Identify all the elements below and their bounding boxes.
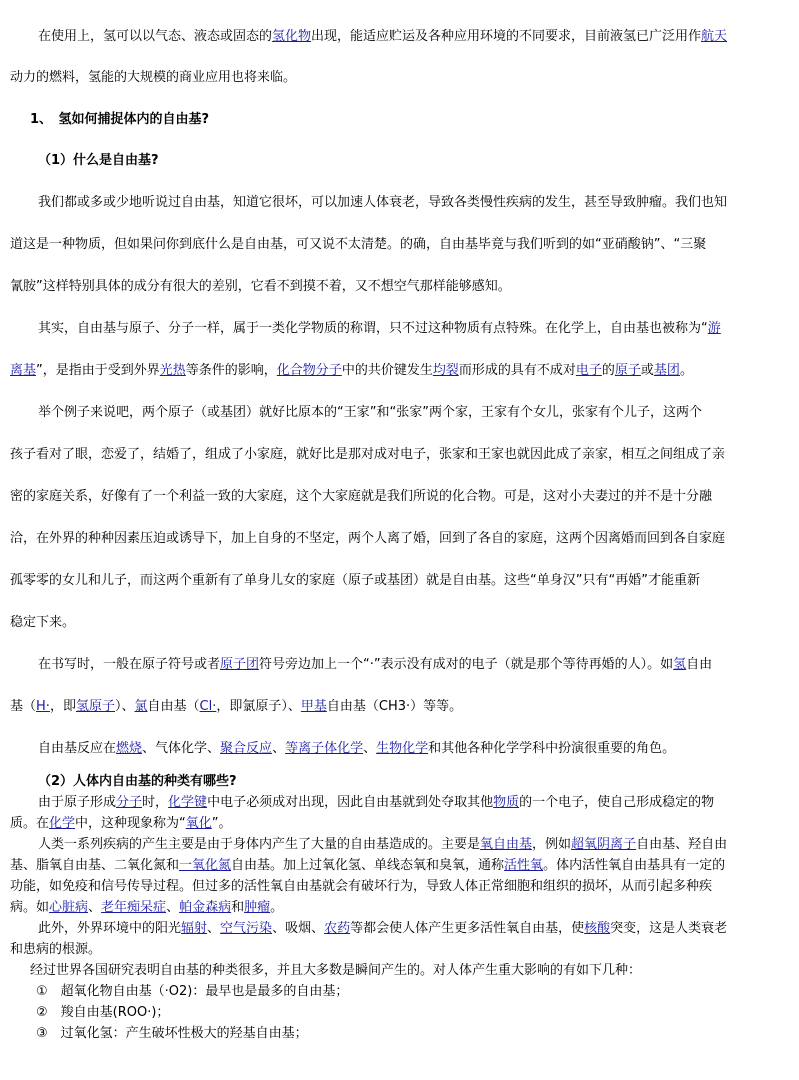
text-run: ，即: [49, 699, 76, 714]
hyperlink[interactable]: 原子: [614, 363, 641, 378]
text-run: ”。: [211, 816, 232, 831]
hyperlink[interactable]: 离基: [10, 363, 37, 378]
hyperlink[interactable]: 化学键: [168, 795, 208, 810]
hyperlink[interactable]: 农药: [324, 921, 351, 936]
list-item: [0, 1003, 799, 1022]
hyperlink[interactable]: 基团: [653, 363, 680, 378]
text-run: 和其他各种化学学科中扮演很重要的角色。: [428, 741, 676, 756]
text-run: ，即氯原子）、: [216, 699, 301, 714]
text-run: 而形成的具有不成对: [458, 363, 576, 378]
paragraph-line: [0, 856, 799, 875]
text-run: 自由: [686, 657, 713, 672]
text-run: 。: [270, 900, 284, 915]
text-run: ，例如: [532, 837, 572, 852]
hyperlink[interactable]: 分子: [116, 795, 143, 810]
paragraph-line: [0, 487, 799, 507]
paragraph-line: [0, 697, 799, 717]
hyperlink[interactable]: 物质: [493, 795, 520, 810]
text-run: 符号旁边加上一个“·”表示没有成对的电子（就是那个等待再婚的人）。如: [259, 657, 674, 672]
text-run: 基（: [10, 699, 37, 714]
paragraph-line: [0, 277, 799, 297]
hyperlink[interactable]: 一氧化氮: [179, 858, 232, 873]
text-run: ）、: [114, 699, 135, 714]
text-run: 突变，这是人类衰老: [610, 921, 728, 936]
text-run: 由于原子形成: [38, 795, 117, 810]
text-run: 道这是一种物质，但如果问你到底什么是自由基，可又说不太清楚。的确，自由基毕竟与我们听到的如“亚硝酸钠”、“三聚: [10, 237, 707, 252]
paragraph-line: [0, 739, 799, 759]
text-run: 动力的燃料，氢能的大规模的商业应用也将来临。: [10, 70, 297, 85]
text-run: 的一个电子，使自己形成稳定的物: [519, 795, 715, 810]
paragraph-line: [0, 361, 799, 381]
paragraph-line: [0, 835, 799, 854]
paragraph-line: [0, 235, 799, 255]
hyperlink[interactable]: 氢: [673, 657, 687, 672]
text-run: 病。如: [10, 900, 50, 915]
hyperlink[interactable]: 均裂: [432, 363, 459, 378]
text-run: 人类一系列疾病的产生主要是由于身体内产生了大量的自由基造成的。主要是: [38, 837, 481, 852]
text-run: 和: [231, 900, 245, 915]
text-run: 。: [679, 363, 693, 378]
text-run: ② 羧自由基(ROO·)；: [36, 1005, 170, 1020]
text-run: ③ 过氧化氢：产生破坏性极大的羟基自由基；: [36, 1026, 308, 1041]
paragraph-line: [0, 613, 799, 633]
text-run: 等条件的影响，: [185, 363, 277, 378]
text-run: 、: [166, 900, 180, 915]
paragraph-line: [0, 655, 799, 675]
hyperlink[interactable]: 电子: [575, 363, 602, 378]
text-run: 中的共价键发生: [341, 363, 433, 378]
hyperlink[interactable]: 光热: [159, 363, 186, 378]
text-run: 在书写时，一般在原子符号或者: [38, 657, 221, 672]
paragraph-line: [0, 445, 799, 465]
hyperlink[interactable]: 化学: [49, 816, 76, 831]
text-run: 我们都或多或少地听说过自由基，知道它很坏，可以加速人体衰老，导致各类慢性疾病的发生，甚至导致肿瘤。我们也知: [38, 195, 728, 210]
subsection-heading: （1）什么是自由基?: [38, 153, 159, 168]
text-run: 氰胺”这样特别具体的成分有很大的差别，它看不到摸不着，又不想空气那样能够感知。: [10, 279, 511, 294]
hyperlink[interactable]: 辐射: [181, 921, 208, 936]
paragraph-line: [0, 27, 799, 47]
hyperlink[interactable]: 老年痴呆症: [101, 900, 167, 915]
text-run: 在使用上，氢可以以气态、液态或固态的: [38, 29, 273, 44]
paragraph-line: [0, 319, 799, 339]
text-run: 和患病的根源。: [10, 942, 102, 957]
paragraph-line: [0, 961, 799, 980]
list-item: [0, 982, 799, 1001]
hyperlink[interactable]: 游: [707, 321, 721, 336]
text-run: 。体内活性氧自由基具有一定的: [543, 858, 726, 873]
paragraph-line: [0, 814, 799, 833]
text-run: 自由基。加上过氧化氢、单线态氧和臭氧，通称: [231, 858, 505, 873]
text-run: 经过世界各国研究表明自由基的种类很多，并且大多数是瞬间产生的。对人体产生重大影响的有如下几种：: [30, 963, 642, 978]
hyperlink[interactable]: 氧自由基: [480, 837, 533, 852]
hyperlink[interactable]: 航天: [701, 29, 728, 44]
hyperlink[interactable]: 心脏病: [49, 900, 89, 915]
paragraph-line: [0, 529, 799, 549]
text-run: 、: [88, 900, 102, 915]
text-run: 基、脂氧自由基、二氧化氮和: [10, 858, 180, 873]
paragraph-line: [0, 919, 799, 938]
text-run: 洽，在外界的种种因素压迫或诱导下，加上自身的不坚定，两个人离了婚，回到了各自的家庭，这两个因离婚而回到各自家庭: [10, 531, 726, 546]
text-run: ”，是指由于受到外界: [36, 363, 160, 378]
text-run: 、: [363, 741, 377, 756]
text-run: 中电子必须成对出现，因此自由基就到处夺取其他: [207, 795, 494, 810]
hyperlink[interactable]: 甲基: [300, 699, 327, 714]
text-run: 自由基反应在: [38, 741, 117, 756]
text-run: 功能，如免疫和信号传导过程。但过多的活性氧自由基就会有破坏行为，导致人体正常细胞和组织的损坏，从而引起多种疾: [10, 879, 713, 894]
text-run: 密的家庭关系，好像有了一个利益一致的大家庭，这个大家庭就是我们所说的化合物。可是，这对小夫妻过的并不是十分融: [10, 489, 713, 504]
paragraph-line: [0, 793, 799, 812]
text-run: 此外，外界环境中的阳光: [38, 921, 182, 936]
paragraph-line: [0, 571, 799, 591]
text-run: 孩子看对了眼，恋爱了，结婚了，组成了小家庭，就好比是那对成对电子，张家和王家也就因此成了亲家，相互之间组成了亲: [10, 447, 726, 462]
hyperlink[interactable]: 聚合反应: [220, 741, 273, 756]
paragraph-line: [0, 193, 799, 213]
text-run: 自由基、羟自由: [636, 837, 728, 852]
text-run: 中，这种现象称为“: [75, 816, 186, 831]
hyperlink[interactable]: 空气污染: [220, 921, 273, 936]
text-run: 、: [207, 921, 221, 936]
text-run: 、: [272, 741, 286, 756]
hyperlink[interactable]: 核酸: [584, 921, 611, 936]
text-run: 稳定下来。: [10, 615, 76, 630]
hyperlink[interactable]: 活性氧: [504, 858, 544, 873]
text-run: 质。在: [10, 816, 50, 831]
hyperlink[interactable]: 帕金森病: [179, 900, 232, 915]
paragraph-line: [0, 940, 799, 959]
text-run: 的: [601, 363, 615, 378]
text-run: ① 超氧化物自由基（·O2)：最早也是最多的自由基；: [36, 984, 349, 999]
hyperlink[interactable]: 氯: [134, 699, 148, 714]
hyperlink[interactable]: 原子团: [220, 657, 260, 672]
text-run: 等都会使人体产生更多活性氧自由基，使: [350, 921, 585, 936]
paragraph-line: [0, 68, 799, 88]
hyperlink[interactable]: 等离子体化学: [285, 741, 364, 756]
hyperlink[interactable]: 生物化学: [376, 741, 429, 756]
hyperlink[interactable]: H·: [36, 699, 50, 714]
paragraph-line: [0, 898, 799, 917]
hyperlink[interactable]: 氧化: [185, 816, 212, 831]
text-run: 出现，能适应贮运及各种应用环境的不同要求，目前液氢已广泛用作: [311, 29, 702, 44]
text-run: 其实，自由基与原子、分子一样，属于一类化学物质的称谓，只不过这种物质有点特殊。在化学上，自由基也被称为“: [38, 321, 708, 336]
text-run: 、吸烟、: [272, 921, 325, 936]
subsection-heading: （2）人体内自由基的种类有哪些?: [38, 774, 237, 789]
hyperlink[interactable]: Cl·: [199, 699, 217, 714]
hyperlink[interactable]: 化合物分子: [276, 363, 342, 378]
text-run: 自由基（: [147, 699, 200, 714]
hyperlink[interactable]: 氢原子: [75, 699, 115, 714]
text-run: 或: [640, 363, 654, 378]
text-run: 举个例子来说吧，两个原子（或基团）就好比原本的“王家”和“张家”两个家，王家有个女儿，张家有个儿子，这两个: [38, 405, 702, 420]
hyperlink[interactable]: 肿瘤: [244, 900, 271, 915]
text-run: 时，: [142, 795, 169, 810]
section-heading: 1、 氢如何捕捉体内的自由基?: [30, 112, 210, 127]
hyperlink[interactable]: 氢化物: [272, 29, 312, 44]
hyperlink[interactable]: 燃烧: [116, 741, 143, 756]
hyperlink[interactable]: 超氧阴离子: [571, 837, 637, 852]
list-item: [0, 1024, 799, 1043]
text-run: 自由基（CH3·）等等。: [326, 699, 463, 714]
paragraph-line: [0, 403, 799, 423]
text-run: 、气体化学、: [142, 741, 221, 756]
text-run: 孤零零的女儿和儿子，而这两个重新有了单身儿女的家庭（原子或基团）就是自由基。这些“单身汉”只有“再婚”才能重新: [10, 573, 700, 588]
paragraph-line: [0, 877, 799, 896]
